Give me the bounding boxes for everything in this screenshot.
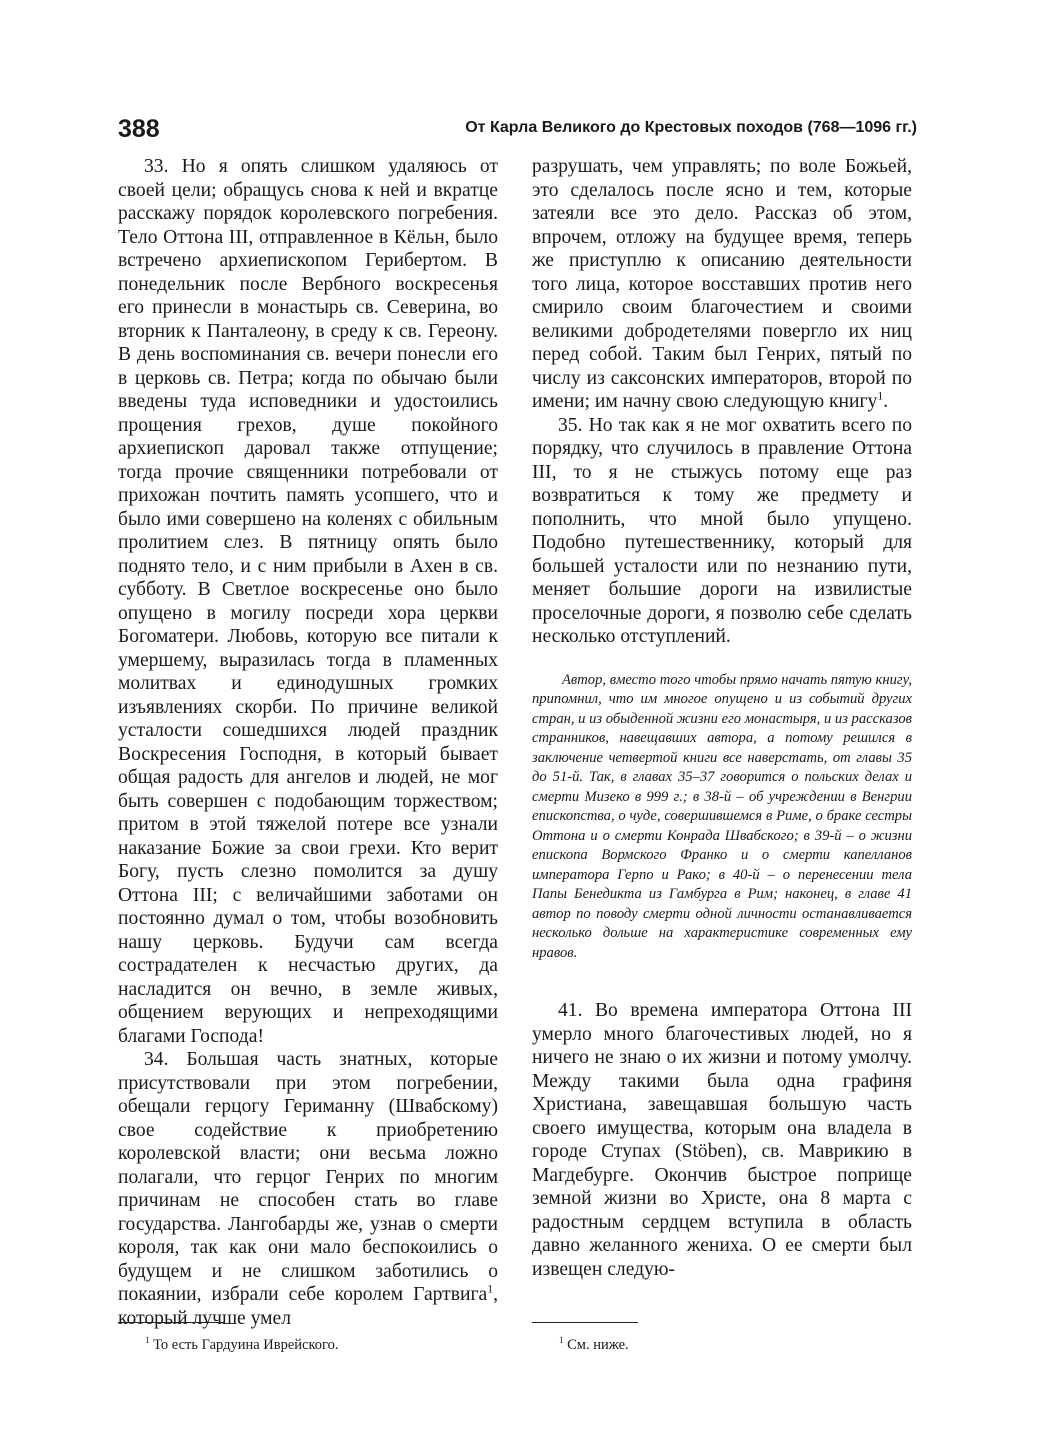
editorial-summary: Автор, вместо того чтобы прямо начать пятую книгу, припомнил, что им многое опущено и из событий других стран, и из обыденной жизни его монастыря, и из рассказов странников, навещавших автора, а потому решился в заключение четвертой книги все наверстать, от главы 35 до 51-й. Так, в главах 35–37 говорится о польских делах и смерти Мизеко в 999 г.; в 38-й – об учреждении в Венгрии епископства, о чуде, совершившемся в Риме, о браке сестры Оттона и о смерти Конрада Швабского; в 39-й – о жизни епископа Вормского Франко и о смерти капелланов императора Герпо и Рако; в 40-й – о перенесении тела Папы Бенедикта из Гамбурга в Рим; наконец, в главе 41 автор по поводу смерти одной личности останавливается несколько дольше на характеристике современных ему нравов. xyxy=(532,671,912,961)
footnote-mark: 1 xyxy=(559,1335,564,1346)
paragraph-35: 35. Но так как я не мог охватить всего по порядку, что случилось в правление Оттона III, то я не стыжусь потому еще раз возвратиться к тому же предмету и пополнить, что мной было упущено. Подобно путешественнику, который для большей усталости или по незнанию пути, меняет большие дороги на извилистые проселочные дороги, я позволю себе сделать несколько отступлений. xyxy=(532,414,912,647)
footnote-text: См. ниже. xyxy=(567,1337,629,1353)
footnote-text: То есть Гардуина Иврейского. xyxy=(153,1337,339,1353)
footnote-rule-left xyxy=(118,1322,224,1323)
right-column xyxy=(532,155,912,1281)
running-title: От Карла Великого до Крестовых походов (768—1096 гг.) xyxy=(465,119,917,136)
paragraph-34 xyxy=(118,1048,498,1330)
paragraph-34-tail: , который лучше умел xyxy=(118,1284,498,1329)
footnote-right xyxy=(559,1336,629,1354)
paragraph-continued xyxy=(532,155,912,414)
page-header xyxy=(118,112,917,146)
paragraph-34-text: 34. Большая часть знатных, которые присутствовали при этом погребении, обещали герцогу Гериманну (Швабскому) свое содействие к приобретению королевской власти; они весьма ложно полагали, что герцог Генрих по многим причинам не способен стать во главе государства. Лангобарды же, узнав о смерти короля, так как они мало беспокоились о будущем и не слишком заботились о покаянии, избрали себе королем Гартвига xyxy=(118,1049,498,1305)
page-number: 388 xyxy=(118,115,160,143)
left-column xyxy=(118,155,498,1330)
footnote-mark: 1 xyxy=(145,1335,150,1346)
footnote-left xyxy=(145,1336,339,1354)
paragraph-41: 41. Во времена императора Оттона III умерло много благочестивых людей, но я ничего не знаю о их жизни и потому умолчу. Между такими была одна графиня Христиана, завещавшая большую часть своего имущества, которым она владела в городе Ступах (Stöben), св. Маврикию в Магдебурге. Окончив быстрое поприще земной жизни во Христе, она 8 марта с радостным сердцем вступила в область давно желанного жениха. О ее смерти был извещен следую- xyxy=(532,1000,912,1280)
footnote-ref: 1 xyxy=(877,389,884,403)
footnote-ref: 1 xyxy=(487,1282,494,1296)
paragraph-continued-tail: . xyxy=(883,391,889,412)
footnote-rule-right xyxy=(532,1322,638,1323)
paragraph-33: 33. Но я опять слишком удаляюсь от своей цели; обращусь снова к ней и вкратце расскажу порядок королевского погребения. Тело Оттона III, отправленное в Кёльн, было встречено архиепископом Герибертом. В понедельник после Вербного воскресенья его принесли в монастырь св. Северина, во вторник к Панталеону, в среду к св. Гереону. В день воспоминания св. вечери понесли его в церковь св. Петра; когда по обычаю были введены туда исповедники и удостоились прощения грехов, душе покойного архиепископ даровал также отпущение; тогда прочие священники потребовали от прихожан почтить память усопшего, что и было ими совершено на коленях с обильным пролитием слез. В пятницу опять было поднято тело, и с ним прибыли в Ахен в св. субботу. В Светлое воскресенье оно было опущено в могилу посреди хора церкви Богоматери. Любовь, которую все питали к умершему, выразилась тогда в пламенных молитвах и единодушных громких изъявлениях скорби. По причине великой усталости сошедшихся людей праздник Воскресения Господня, в который бывает общая радость для ангелов и людей, не мог быть совершен с подобающим торжеством; притом в этой тяжелой потере все узнали наказание Божие за свои грехи. Кто верит Богу, пусть слезно помолится за душу Оттона III; с величайшими заботами он постоянно думал о том, чтобы возобновить нашу церковь. Будучи сам всегда сострадателен к несчастью других, да насладится он вечно, в земле живых, общением верующих и непреходящими благами Господа! xyxy=(118,156,498,1047)
paragraph-continued-text: разрушать, чем управлять; по воле Божьей, это сделалось после ясно и тем, которые затеяли все это дело. Рассказ об этом, впрочем, отложу на будущее время, теперь же приступлю к описанию деятельности того лица, которое восставших против него смирило своим благочестием и своими великими добродетелями повергло их ниц перед собой. Таким был Генрих, пятый по числу из саксонских императоров, второй по имени; им начну свою следующую книгу xyxy=(532,156,912,412)
